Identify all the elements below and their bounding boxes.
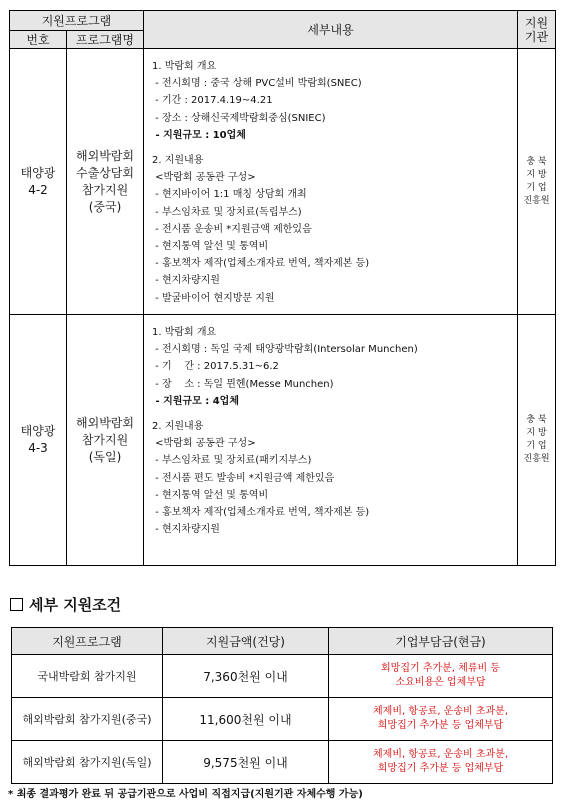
support-program-table xyxy=(9,10,556,566)
row-number-line: 태양광 xyxy=(20,165,56,180)
detail-line: - 홍보책자 제작(업체소개자료 번역, 책자제본 등) xyxy=(152,258,370,270)
header-org xyxy=(518,11,556,49)
row-program-name xyxy=(67,49,144,315)
row-details xyxy=(144,49,518,315)
burden-line: 체제비, 항공료, 운송비 초과분, xyxy=(373,706,508,717)
support-conditions-table xyxy=(11,627,553,784)
detail-line: - 기간 : 2017.4.19~4.21 xyxy=(152,95,273,107)
row-org xyxy=(518,315,556,566)
table-row xyxy=(12,655,553,698)
cell-burden xyxy=(329,698,553,741)
detail-line: <박람회 공동관 구성> xyxy=(152,172,256,184)
row-number xyxy=(10,49,67,315)
detail-line: 1. 박람회 개요 xyxy=(152,61,217,72)
cell-amount: 9,575천원 이내 xyxy=(163,741,329,784)
org-line: 기 업 xyxy=(526,441,547,451)
detail-line: 2. 지원내용 xyxy=(152,421,204,433)
org-line: 기 업 xyxy=(526,182,547,193)
detail-line: - 전시품 편도 발송비 *지원금액 제한있음 xyxy=(152,472,335,484)
detail-line: - 현지차량지원 xyxy=(152,275,220,287)
detail-line: - 지원규모 : 4업체 xyxy=(152,395,239,407)
program-name-line: 해외박람회 xyxy=(76,148,134,163)
detail-line: 1. 박람회 개요 xyxy=(152,327,217,338)
burden-line: 희망집기 추가분 등 업체부담 xyxy=(377,763,504,774)
table-row xyxy=(12,741,553,784)
detail-line: <박람회 공동관 구성> xyxy=(152,438,256,450)
org-line: 지 방 xyxy=(526,428,547,438)
detail-line: - 홍보책자 제작(업체소개자료 번역, 책자제본 등) xyxy=(152,507,370,519)
program-name-line: (중국) xyxy=(88,199,122,214)
detail-line: - 현지통역 알선 및 통역비 xyxy=(152,489,269,501)
header-number: 번호 xyxy=(10,31,67,49)
detail-line: - 현지차량지원 xyxy=(152,524,220,536)
header-program-name: 프로그램명 xyxy=(67,31,144,49)
detail-line: - 장소 : 상해신국제박람회중심(SNIEC) xyxy=(152,112,326,124)
header-burden: 기업부담금(현금) xyxy=(329,628,553,655)
row-org xyxy=(518,49,556,315)
detail-line: - 지원규모 : 10업체 xyxy=(152,129,246,141)
detail-line: - 발굴바이어 현지방문 지원 xyxy=(152,292,275,304)
detail-line: - 현지바이어 1:1 매칭 상담회 개최 xyxy=(152,189,307,201)
detail-line: - 전시회명 : 중국 상해 PVC설비 박람회(SNEC) xyxy=(152,78,362,90)
table-row xyxy=(10,49,556,315)
detail-line: - 전시품 운송비 *지원금액 제한있음 xyxy=(152,223,312,235)
org-line: 충 북 xyxy=(526,156,547,167)
header-program: 지원프로그램 xyxy=(12,628,163,655)
row-number-line: 4-3 xyxy=(28,441,48,455)
cell-amount: 11,600천원 이내 xyxy=(163,698,329,741)
program-name-line: 참가지원 xyxy=(81,432,129,447)
program-name-line: 참가지원 xyxy=(81,182,129,197)
detail-gap xyxy=(152,410,517,418)
burden-line: 소요비용은 업체부담 xyxy=(395,677,486,688)
org-line: 지 방 xyxy=(526,169,547,180)
header-details: 세부내용 xyxy=(144,11,518,49)
detail-line: - 기 간 : 2017.5.31~6.2 xyxy=(152,361,279,373)
table-row xyxy=(10,315,556,566)
burden-line: 희망집기 추가분 등 업체부담 xyxy=(377,720,504,731)
cell-burden xyxy=(329,655,553,698)
row-number-line: 태양광 xyxy=(20,424,56,438)
cell-burden xyxy=(329,741,553,784)
program-name-line: 수출상담회 xyxy=(76,165,134,180)
header-amount: 지원금액(건당) xyxy=(163,628,329,655)
header-org-line1: 지원 xyxy=(524,15,549,30)
program-name-line: (독일) xyxy=(88,449,122,464)
detail-line: - 부스임차료 및 장치료(독립부스) xyxy=(152,206,302,218)
org-line: 진흥원 xyxy=(523,454,550,464)
burden-line: 회망집기 추가분, 체류비 등 xyxy=(381,663,500,674)
checkbox-square-icon xyxy=(10,598,23,611)
detail-line: 2. 지원내용 xyxy=(152,155,204,167)
program-name-line: 해외박람회 xyxy=(76,415,134,430)
org-line: 진흥원 xyxy=(523,195,550,206)
detail-gap xyxy=(152,144,517,152)
header-org-line2: 기관 xyxy=(524,29,549,44)
cell-program: 해외박람회 참가지원(중국) xyxy=(12,698,163,741)
footnote: * 최종 결과평가 완료 뒤 공급기관으로 사업비 직접지급(지원기관 자체수행 가능) xyxy=(8,789,363,800)
row-number xyxy=(10,315,67,566)
cell-program: 국내박람회 참가지원 xyxy=(12,655,163,698)
table-row xyxy=(12,698,553,741)
detail-line: - 전시회명 : 독일 국제 태양광박람회(Intersolar Munchen) xyxy=(152,344,418,356)
detail-line: - 현지통역 알선 및 통역비 xyxy=(152,241,269,253)
row-number-line: 4-2 xyxy=(28,182,48,197)
detail-line: - 부스임차료 및 장치료(패키지부스) xyxy=(152,455,312,467)
header-program-group: 지원프로그램 xyxy=(10,11,144,31)
org-line: 충 북 xyxy=(526,415,547,425)
cell-program: 해외박람회 참가지원(독일) xyxy=(12,741,163,784)
cell-amount: 7,360천원 이내 xyxy=(163,655,329,698)
row-program-name xyxy=(67,315,144,566)
section-heading xyxy=(10,594,121,615)
section-title: 세부 지원조건 xyxy=(29,596,122,614)
detail-line: - 장 소 : 독일 뮌헨(Messe Munchen) xyxy=(152,378,334,390)
row-details xyxy=(144,315,518,566)
burden-line: 체제비, 항공료, 운송비 초과분, xyxy=(373,749,508,760)
